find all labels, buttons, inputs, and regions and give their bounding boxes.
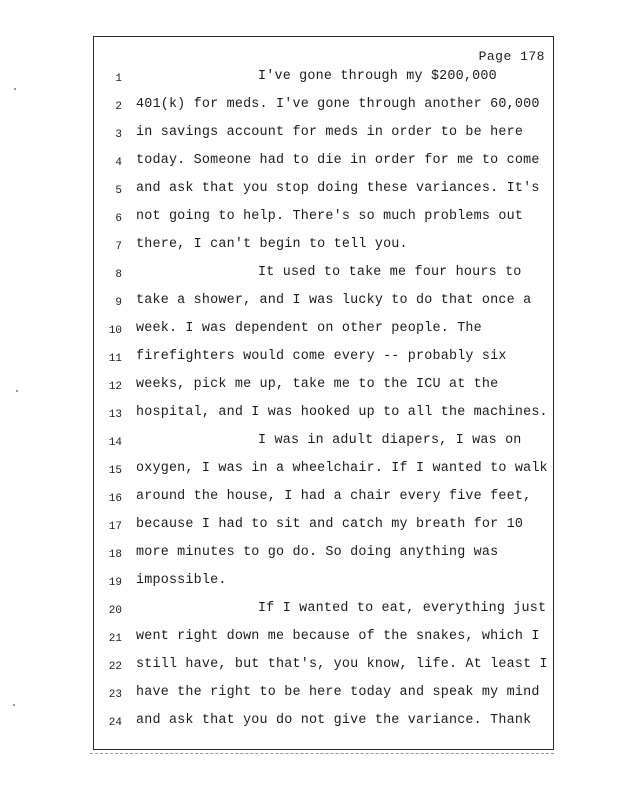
line-text: I was in adult diapers, I was on (258, 433, 522, 448)
line-text: in savings account for meds in order to be here (136, 125, 524, 140)
line-text: because I had to sit and catch my breath for 10 (136, 517, 524, 532)
line-number: 12 (108, 381, 122, 393)
line-text: there, I can't begin to tell you. (136, 237, 408, 252)
transcript-line (94, 429, 553, 457)
transcript-line (94, 289, 553, 317)
line-number: 13 (108, 409, 122, 421)
transcript-line (94, 205, 553, 233)
transcript-line (94, 93, 553, 121)
line-number: 16 (108, 493, 122, 505)
transcript-page (93, 36, 554, 750)
line-number: 19 (108, 577, 122, 589)
page-number: Page 178 (478, 49, 545, 64)
line-number: 20 (108, 605, 122, 617)
line-number: 1 (115, 73, 122, 85)
transcript-line (94, 653, 553, 681)
transcript-line (94, 569, 553, 597)
transcript-lines (94, 65, 553, 737)
transcript-line (94, 709, 553, 737)
page-bottom-rule (90, 753, 554, 755)
scan-speck (16, 390, 18, 392)
line-number: 15 (108, 465, 122, 477)
scan-speck (14, 88, 16, 90)
line-text: I've gone through my $200,000 (258, 69, 497, 84)
line-text: weeks, pick me up, take me to the ICU at the (136, 377, 499, 392)
line-text: oxygen, I was in a wheelchair. If I wanted to walk (136, 461, 548, 476)
line-number: 17 (108, 521, 122, 533)
transcript-line (94, 597, 553, 625)
line-text: went right down me because of the snakes, which I (136, 629, 540, 644)
transcript-line (94, 233, 553, 261)
line-text: today. Someone had to die in order for me to come (136, 153, 540, 168)
line-number: 6 (115, 213, 122, 225)
transcript-line (94, 345, 553, 373)
transcript-line (94, 373, 553, 401)
line-number: 11 (108, 353, 122, 365)
scan-speck (13, 704, 15, 706)
line-text: hospital, and I was hooked up to all the machines. (136, 405, 548, 420)
line-text: not going to help. There's so much problems out (136, 209, 524, 224)
line-text: 401(k) for meds. I've gone through another 60,000 (136, 97, 540, 112)
transcript-line (94, 65, 553, 93)
line-text: still have, but that's, you know, life. At least I (136, 657, 548, 672)
line-text: take a shower, and I was lucky to do that once a (136, 293, 532, 308)
line-text: more minutes to go do. So doing anything was (136, 545, 499, 560)
line-text: impossible. (136, 573, 227, 588)
transcript-line (94, 681, 553, 709)
line-number: 3 (115, 129, 122, 141)
line-text: around the house, I had a chair every five feet, (136, 489, 532, 504)
transcript-line (94, 177, 553, 205)
transcript-line (94, 149, 553, 177)
transcript-line (94, 541, 553, 569)
line-text: and ask that you do not give the variance. Thank (136, 713, 532, 728)
transcript-line (94, 513, 553, 541)
line-text: If I wanted to eat, everything just (258, 601, 547, 616)
line-number: 8 (115, 269, 122, 281)
line-number: 14 (108, 437, 122, 449)
transcript-line (94, 625, 553, 653)
transcript-line (94, 485, 553, 513)
line-number: 23 (108, 689, 122, 701)
line-number: 18 (108, 549, 122, 561)
line-text: firefighters would come every -- probably six (136, 349, 507, 364)
line-text: have the right to be here today and speak my mind (136, 685, 540, 700)
line-text: week. I was dependent on other people. The (136, 321, 482, 336)
transcript-line (94, 457, 553, 485)
line-text: It used to take me four hours to (258, 265, 522, 280)
line-number: 7 (115, 241, 122, 253)
line-number: 2 (115, 101, 122, 113)
transcript-line (94, 401, 553, 429)
transcript-line (94, 317, 553, 345)
line-text: and ask that you stop doing these variances. It's (136, 181, 540, 196)
transcript-line (94, 121, 553, 149)
line-number: 4 (115, 157, 122, 169)
line-number: 10 (108, 325, 122, 337)
line-number: 5 (115, 185, 122, 197)
line-number: 24 (108, 717, 122, 729)
line-number: 9 (115, 297, 122, 309)
line-number: 22 (108, 661, 122, 673)
line-number: 21 (108, 633, 122, 645)
transcript-line (94, 261, 553, 289)
